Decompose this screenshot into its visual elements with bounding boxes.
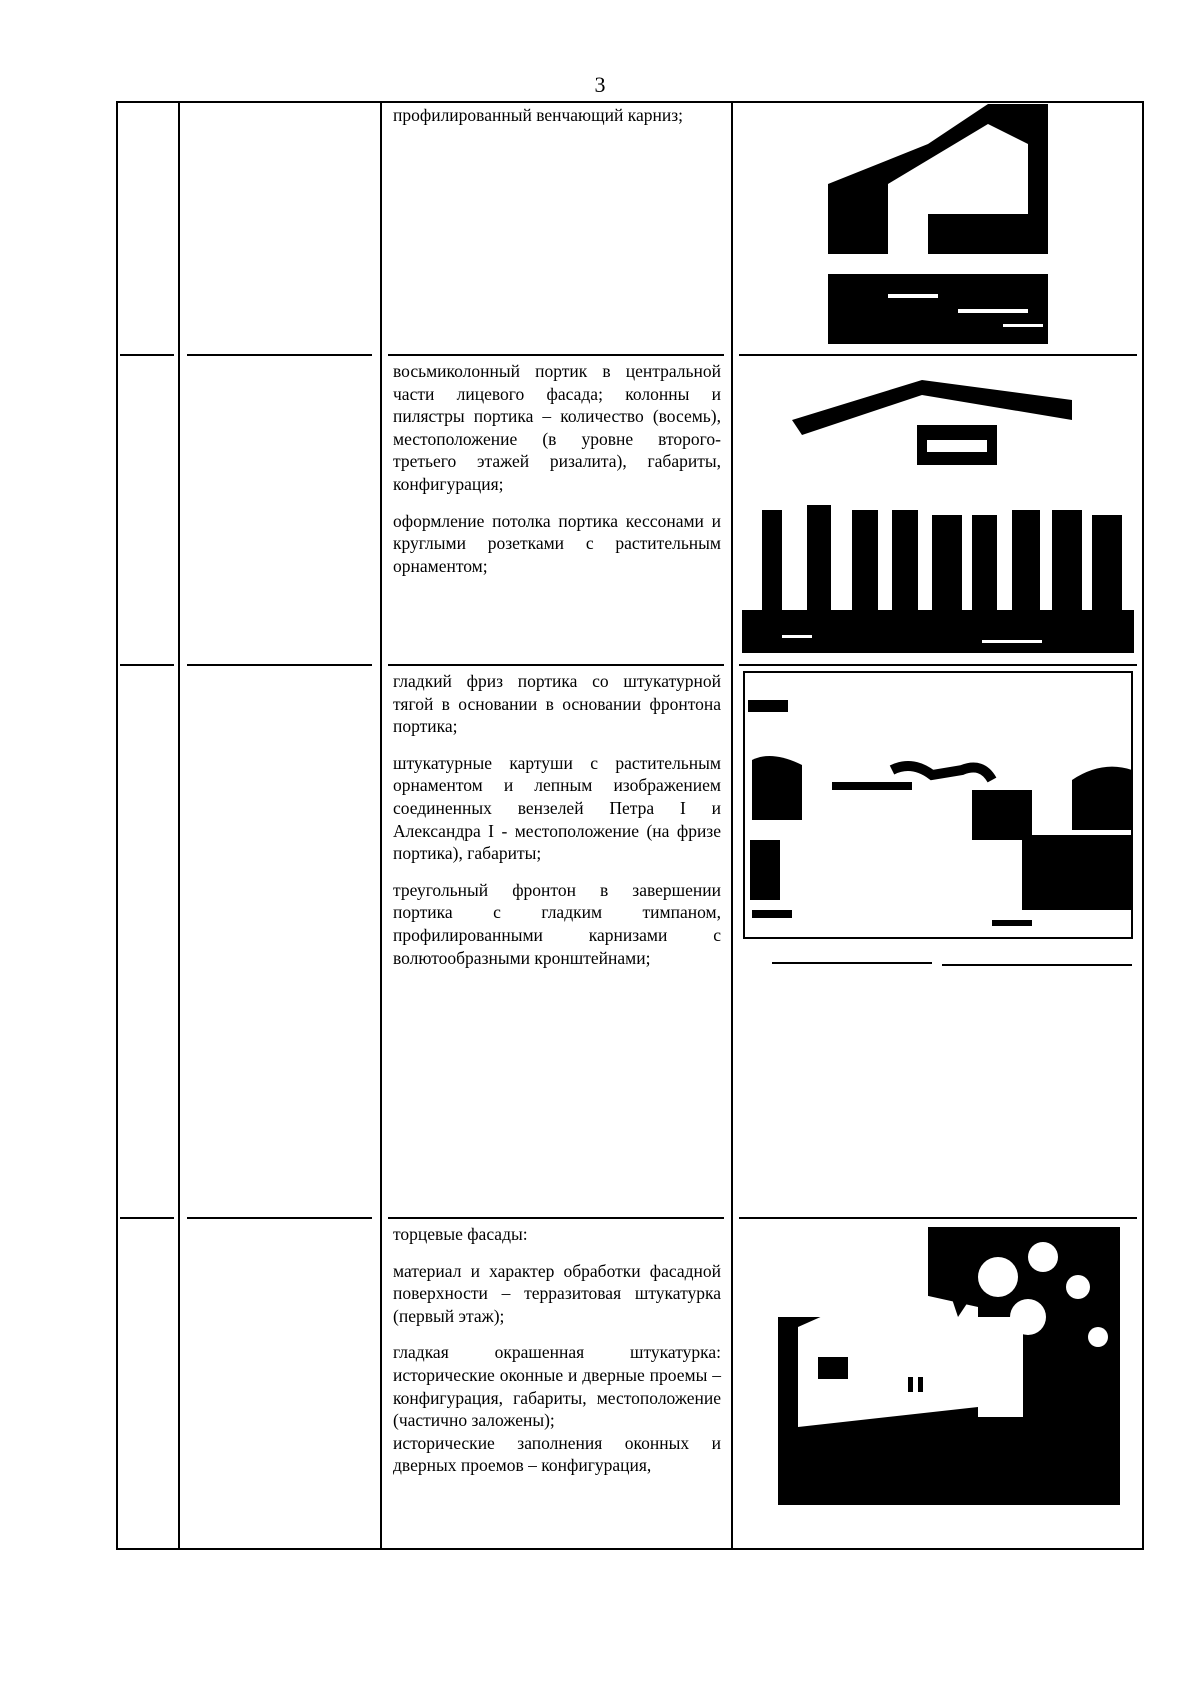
column-separator-3 bbox=[731, 102, 733, 1550]
column-separator-2 bbox=[380, 102, 382, 1550]
row-3-description bbox=[393, 670, 721, 983]
column-separator-1 bbox=[178, 102, 180, 1550]
table-border-right bbox=[1142, 102, 1144, 1550]
paragraph: треугольный фронтон в завершении портика с гладким тимпаном, профилированными карнизами с волютообразными кронштейнами; bbox=[393, 879, 721, 968]
paragraph: восьмиколонный портик в центральной части лицевого фасада; колонны и пилястры портика – количество (восемь), местоположение (в уровне второго-третьего этажей ризалита), габариты, конфигурация; bbox=[393, 361, 721, 494]
paragraph: торцевые фасады: bbox=[393, 1224, 528, 1244]
table-border-bottom bbox=[116, 1548, 1144, 1550]
building-photo-portico bbox=[742, 360, 1134, 653]
building-photo-pediment bbox=[742, 670, 1134, 972]
row-1-description bbox=[393, 104, 721, 141]
paragraph: оформление потолка портика кессонами и круглыми розетками с растительным орнаментом; bbox=[393, 510, 721, 576]
row-2-description bbox=[393, 360, 721, 591]
paragraph: материал и характер обработки фасадной поверхности – терразитовая штукатурка (первый этаж); bbox=[393, 1260, 721, 1326]
table-border-left bbox=[116, 102, 118, 1550]
paragraph: гладкий фриз портика со штукатурной тягой в основании в основании фронтона портика; bbox=[393, 671, 721, 737]
paragraph: профилированный венчающий карниз; bbox=[393, 105, 683, 125]
building-photo-cornice bbox=[828, 104, 1048, 344]
row-4-description bbox=[393, 1223, 721, 1477]
table-border-top bbox=[116, 101, 1144, 103]
paragraph: штукатурные картуши с растительным орнаментом и лепным изображением соединенных вензелей Петра I и Александра I - местоположение (на фризе портика), габариты; bbox=[393, 752, 721, 864]
paragraph: гладкая окрашенная штукатурка: исторические оконные и дверные проемы – конфигурация, габариты, местоположение (частично заложены); bbox=[393, 1342, 721, 1431]
paragraph: исторические заполнения оконных и дверных проемов – конфигурация, bbox=[393, 1432, 721, 1476]
page-number: 3 bbox=[594, 72, 606, 97]
building-photo-end-facades bbox=[778, 1227, 1120, 1505]
